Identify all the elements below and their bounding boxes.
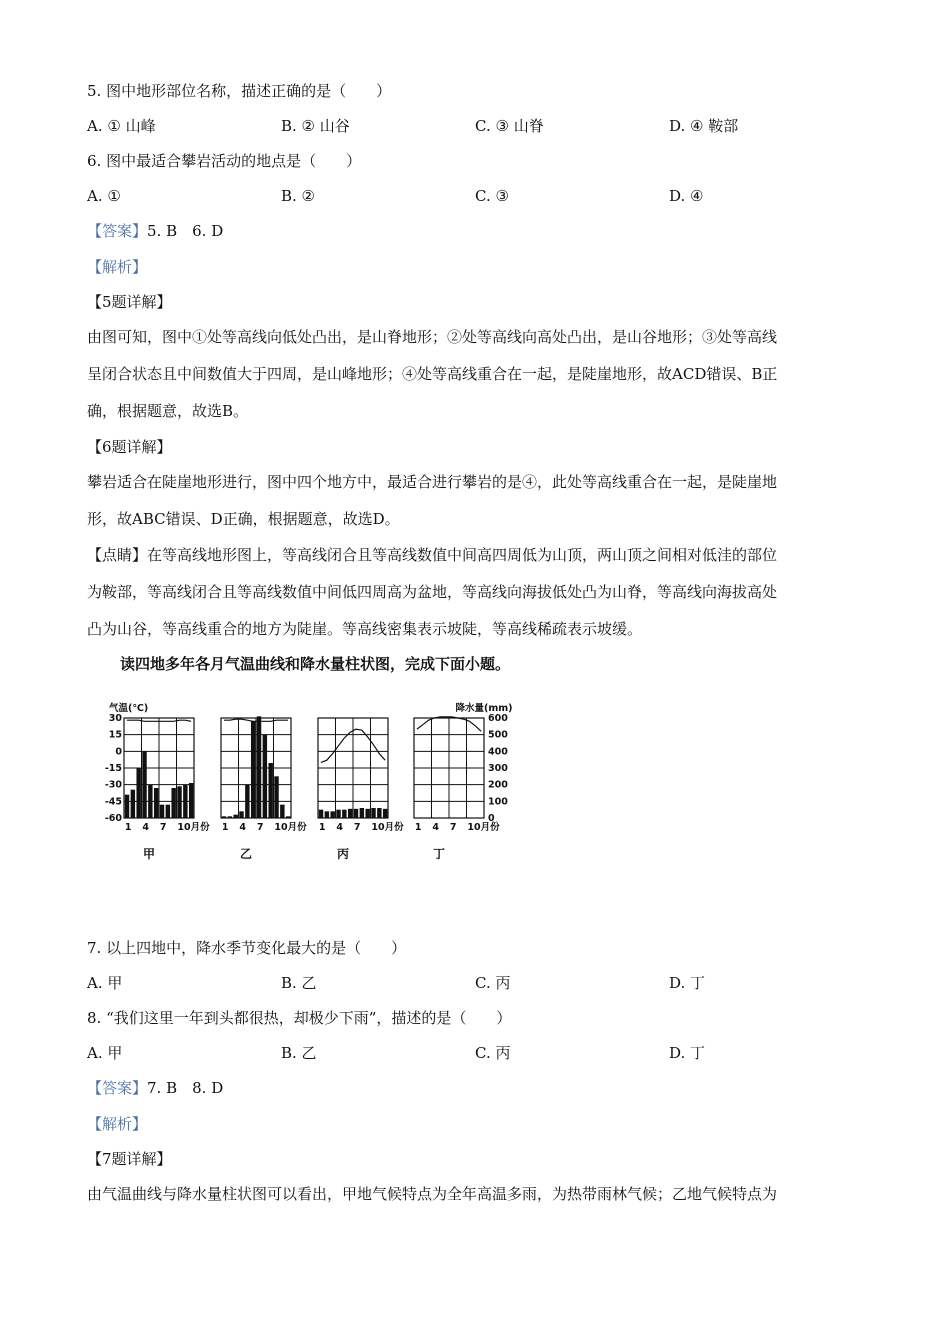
precip-bar (228, 816, 232, 818)
q8-stem: 8. “我们这里一年到头都很热，却极少下雨”，描述的是（ ） (87, 1009, 512, 1027)
panel-caption: 丁 (432, 847, 446, 861)
q5-option-a: A. ① 山峰 (87, 117, 156, 135)
q7-option-a: A. 甲 (87, 974, 123, 992)
q7-option-d: D. 丁 (669, 974, 706, 992)
q8-option-a: A. 甲 (87, 1044, 123, 1062)
q5-stem: 5. 图中地形部位名称，描述正确的是（ ） (87, 82, 392, 100)
left-tick-label: -30 (104, 779, 122, 791)
right-tick-label: 0 (488, 813, 495, 824)
precip-bar (257, 716, 261, 818)
detail5-line: 确，根据题意，故选B。 (87, 402, 249, 420)
x-tick-label: 7 (449, 822, 457, 833)
analysis-tag: 【解析】 (87, 1115, 148, 1133)
x-tick-label: 1 (221, 822, 229, 833)
x-tick-label: 1 (124, 822, 132, 833)
q8-option-c: C. 丙 (475, 1044, 511, 1062)
precip-bar (136, 768, 140, 818)
q6-stem: 6. 图中最适合攀岩活动的地点是（ ） (87, 152, 362, 170)
q7-stem: 7. 以上四地中，降水季节变化最大的是（ ） (87, 939, 407, 957)
q7-option-b: B. 乙 (281, 974, 317, 992)
x-tick-label: 4 (142, 822, 150, 833)
detail6-line: 形，故ABC错误、D正确，根据题意，故选D。 (87, 510, 400, 528)
precip-bar (148, 785, 152, 818)
x-tick-label: 4 (432, 822, 440, 833)
precip-bar (383, 809, 387, 818)
right-tick-label: 400 (488, 746, 508, 758)
section-heading: 读四地多年各月气温曲线和降水量柱状图，完成下面小题。 (120, 655, 511, 673)
x-tick-label: 1 (318, 822, 326, 833)
tip-line: 为鞍部，等高线闭合且等高线数值中间低四周高为盆地，等高线向海拔低处凸为山脊，等高线向海拔高处 (87, 583, 778, 601)
precip-bar (131, 790, 135, 818)
precip-bar (348, 809, 352, 818)
x-tick-label: 4 (239, 822, 247, 833)
climate-chart-svg (100, 700, 520, 865)
q5-option-c: C. ③ 山脊 (475, 117, 544, 135)
precip-bar (160, 805, 164, 818)
right-tick-label: 600 (488, 713, 508, 724)
q8-option-b: B. 乙 (281, 1044, 317, 1062)
precip-bar (222, 816, 226, 818)
precip-bar (342, 810, 346, 818)
x-tick-label: 7 (159, 822, 167, 833)
x-tick-label: 7 (353, 822, 361, 833)
x-tick-label: 7 (256, 822, 264, 833)
precip-bar (286, 816, 290, 818)
precip-bar (263, 735, 267, 818)
panel-caption: 乙 (239, 847, 253, 861)
right-axis-label: 降水量(mm) (455, 703, 513, 714)
precip-bar (354, 809, 358, 818)
x-tick-label: 1 (414, 822, 422, 833)
x-tick-label: 10月份 (371, 822, 404, 833)
precip-bar (268, 763, 272, 818)
climate-chart-group (100, 700, 520, 865)
analysis-tag: 【解析】 (87, 258, 148, 276)
answer-tag: 【答案】 (87, 222, 148, 240)
answer-text: 7. B 8. D (147, 1079, 224, 1097)
right-tick-label: 200 (488, 779, 508, 791)
precip-bar (365, 809, 369, 818)
detail7-title: 【7题详解】 (87, 1150, 172, 1168)
q8-option-d: D. 丁 (669, 1044, 706, 1062)
answer-line-1 (87, 220, 223, 242)
precip-bar (377, 808, 381, 818)
q6-option-a: A. ① (87, 187, 121, 205)
left-tick-label: -45 (104, 796, 122, 808)
q6-option-d: D. ④ (669, 187, 704, 205)
precip-bar (330, 811, 334, 818)
precip-bar (142, 751, 146, 818)
precip-bar (233, 815, 237, 818)
precip-bar (280, 805, 284, 818)
precip-bar (371, 808, 375, 818)
precip-bar (154, 788, 158, 818)
precip-bar (239, 811, 243, 818)
answer-line-2 (87, 1077, 223, 1099)
detail6-title: 【6题详解】 (87, 438, 172, 456)
precip-bar (166, 805, 170, 818)
x-tick-label: 10月份 (467, 822, 500, 833)
precip-bar (183, 785, 187, 818)
x-tick-label: 10月份 (177, 822, 210, 833)
precip-bar (177, 786, 181, 818)
precip-bar (171, 788, 175, 818)
detail5-line: 呈闭合状态且中间数值大于四周，是山峰地形；④处等高线重合在一起，是陡崖地形，故ACD错误、B正 (87, 365, 778, 383)
x-tick-label: 10月份 (274, 822, 307, 833)
q5-option-b: B. ② 山谷 (281, 117, 350, 135)
left-axis-label: 气温(℃) (109, 703, 149, 714)
left-tick-label: -60 (104, 813, 122, 824)
detail6-line: 攀岩适合在陡崖地形进行，图中四个地方中，最适合进行攀岩的是④，此处等高线重合在一起，是陡崖地 (87, 473, 778, 491)
precip-bar (336, 810, 340, 818)
precip-bar (125, 795, 129, 818)
tip-line: 【点睛】在等高线地形图上，等高线闭合且等高线数值中间高四周低为山顶，两山顶之间相对低洼的部位 (87, 546, 778, 564)
q6-option-b: B. ② (281, 187, 316, 205)
panel-caption: 丙 (336, 847, 350, 861)
answer-tag: 【答案】 (87, 1079, 148, 1097)
right-tick-label: 300 (488, 763, 508, 774)
right-tick-label: 500 (488, 729, 508, 741)
detail7-line: 由气温曲线与降水量柱状图可以看出，甲地气候特点为全年高温多雨，为热带雨林气候；乙地气候特点为 (87, 1185, 778, 1203)
detail5-line: 由图可知，图中①处等高线向低处凸出，是山脊地形；②处等高线向高处凸出，是山谷地形；③处等高线 (87, 328, 778, 346)
x-tick-label: 4 (336, 822, 344, 833)
left-tick-label: 0 (115, 746, 122, 758)
left-tick-label: -15 (104, 763, 122, 774)
precip-bar (360, 808, 364, 818)
right-tick-label: 100 (488, 796, 508, 808)
detail5-title: 【5题详解】 (87, 293, 172, 311)
panel-caption: 甲 (142, 847, 156, 861)
left-tick-label: 15 (108, 729, 122, 741)
precip-bar (245, 785, 249, 818)
precip-bar (274, 776, 278, 818)
precip-bar (325, 811, 329, 818)
left-tick-label: 30 (108, 713, 122, 724)
tip-line: 凸为山谷，等高线重合的地方为陡崖。等高线密集表示坡陡，等高线稀疏表示坡缓。 (87, 620, 643, 638)
q6-option-c: C. ③ (475, 187, 509, 205)
precip-bar (189, 783, 193, 818)
precip-bar (319, 810, 323, 818)
q5-option-d: D. ④ 鞍部 (669, 117, 739, 135)
answer-text: 5. B 6. D (147, 222, 224, 240)
precip-bar (251, 721, 255, 818)
q7-option-c: C. 丙 (475, 974, 511, 992)
